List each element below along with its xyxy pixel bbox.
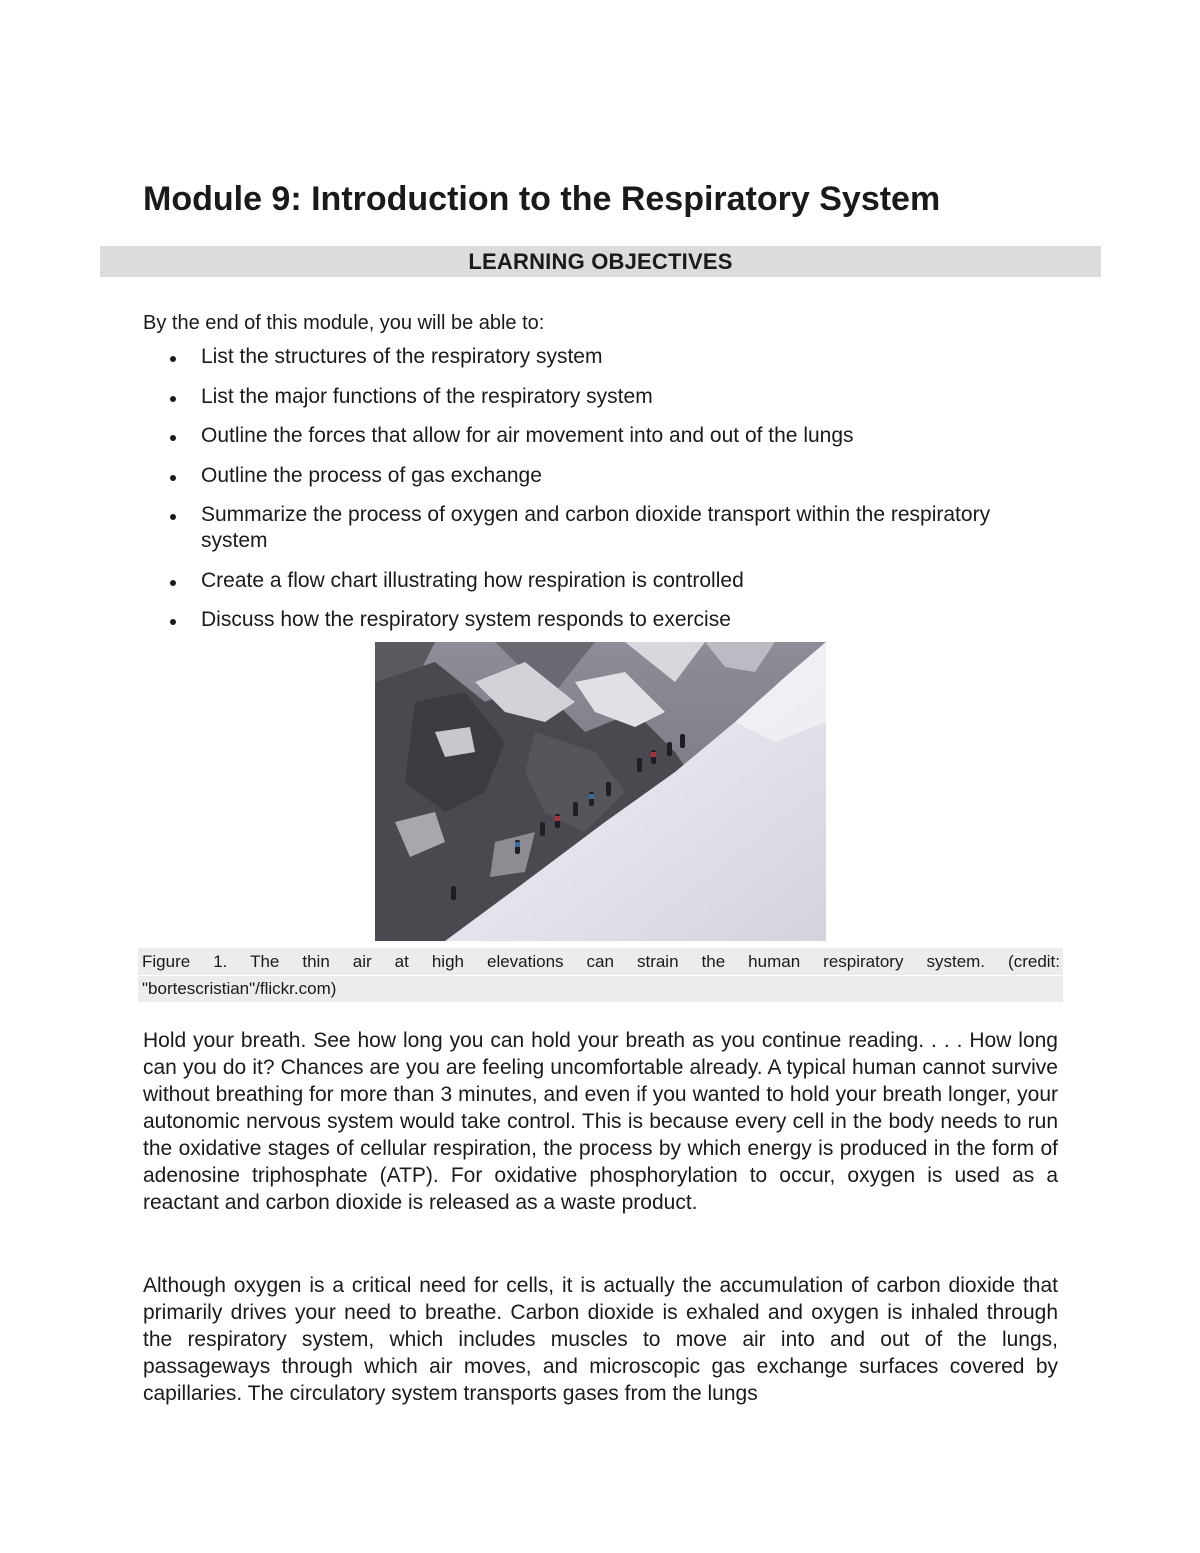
bullet-icon bbox=[170, 396, 176, 402]
objective-item bbox=[143, 344, 1043, 370]
objective-item bbox=[143, 423, 1043, 449]
body-paragraph: Although oxygen is a critical need for cells, it is actually the accumulation of carbon dioxide that primarily drives your need to breathe. Carbon dioxide is exhaled and oxygen is inhaled through the respiratory system, which includes muscles to move air into and out of the lungs, passageways through which air moves, and microscopic gas exchange surfaces covered by capillaries. The circulatory system transports gases from the lungs bbox=[143, 1274, 1058, 1405]
bullet-icon bbox=[170, 475, 176, 481]
objective-text: Summarize the process of oxygen and carbon dioxide transport within the respiratory system bbox=[201, 503, 991, 552]
objective-text: Create a flow chart illustrating how respiration is controlled bbox=[201, 568, 744, 592]
objective-item bbox=[143, 568, 1043, 594]
objectives-intro: By the end of this module, you will be able to: bbox=[143, 312, 545, 334]
objective-text: Discuss how the respiratory system responds to exercise bbox=[201, 608, 731, 631]
objective-text: List the structures of the respiratory system bbox=[201, 345, 603, 368]
objective-item bbox=[143, 607, 1043, 633]
learning-objectives-heading: LEARNING OBJECTIVES bbox=[468, 248, 733, 274]
bullet-icon bbox=[170, 435, 176, 441]
objectives-list bbox=[143, 344, 1043, 647]
objective-item bbox=[143, 384, 1043, 410]
objective-text: List the major functions of the respiratory system bbox=[201, 384, 653, 408]
objective-item bbox=[143, 463, 1043, 489]
bullet-icon bbox=[170, 619, 176, 625]
body-paragraph: Hold your breath. See how long you can hold your breath as you continue reading. . . . How long can you do it? Chances are you are feeling uncomfortable already. A typical human cannot survive without breathing for more than 3 minutes, and even if you wanted to hold your breath longer, your autonomic nervous system would take control. This is because every cell in the body needs to run the oxidative stages of cellular respiration, the process by which energy is produced in the form of adenosine triphosphate (ATP). For oxidative phosphorylation to occur, oxygen is used as a reactant and carbon dioxide is released as a waste product. bbox=[143, 1029, 1058, 1214]
figure-caption-credit: "bortescristian"/flickr.com) bbox=[142, 979, 337, 998]
mountain-climbers-photo bbox=[375, 642, 826, 941]
page-title: Module 9: Introduction to the Respiratory System bbox=[143, 180, 941, 218]
caption-divider bbox=[138, 975, 1063, 976]
bullet-icon bbox=[170, 356, 176, 362]
objective-item bbox=[143, 502, 1043, 554]
bullet-icon bbox=[170, 580, 176, 586]
figure-caption: Figure 1. The thin air at high elevations can strain the human respiratory system. (credit: bbox=[142, 952, 1060, 971]
objective-text: Outline the process of gas exchange bbox=[201, 463, 542, 487]
learning-objectives-header bbox=[100, 246, 1101, 277]
objective-text: Outline the forces that allow for air movement into and out of the lungs bbox=[201, 424, 854, 447]
bullet-icon bbox=[170, 514, 176, 520]
